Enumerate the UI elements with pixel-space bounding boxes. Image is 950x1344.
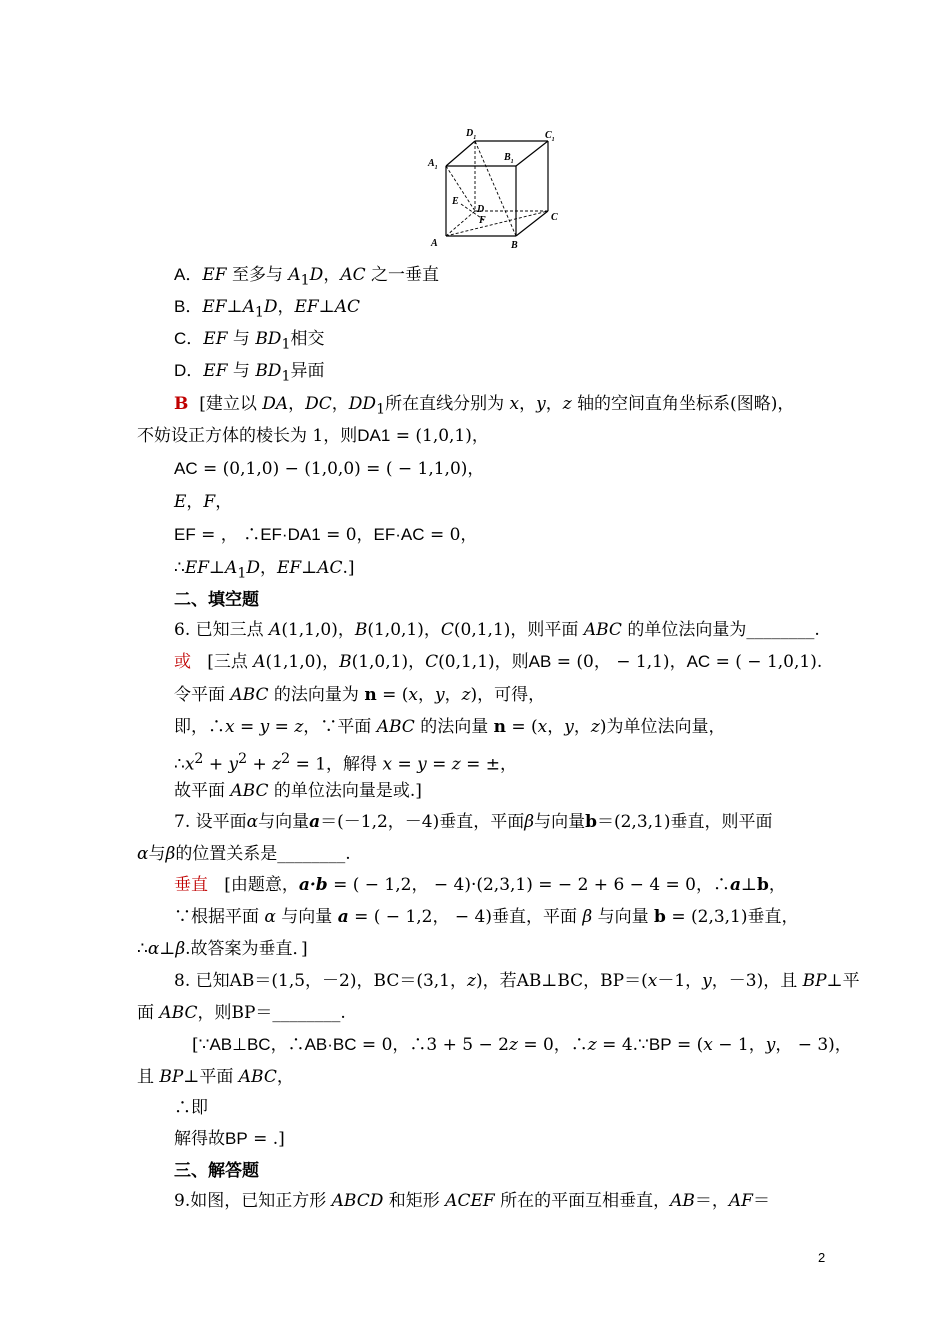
q8-solution-line4: 解得故BP = .] <box>174 1129 285 1149</box>
q5-solution-line3: AC = (0,1,0) − (1,0,0) = ( − 1,1,0)， <box>174 459 485 479</box>
option-a: A．EF 至多与 $A_1D$，AC 之一垂直 <box>174 265 440 289</box>
label-E: E <box>452 196 459 207</box>
edge-A-D <box>446 211 475 236</box>
label-B1: $B_1$ <box>504 152 514 165</box>
q8-solution-line3: ∴即 <box>174 1098 208 1118</box>
q7-solution-line1: 垂直 [由题意，a·b = ( − 1,2， − 4)·(2,3,1) = − 2 + 6 − 4 = 0，∴a⊥b， <box>174 875 786 895</box>
page-number: 2 <box>818 1250 826 1265</box>
label-C1: $C_1$ <box>545 130 555 143</box>
label-A: A <box>431 238 438 249</box>
diag-A1-D <box>446 166 475 211</box>
q6-solution-line3: 即，∴x = y = z，∵平面 ABC 的法向量 n = (x，y，z)为单位法向量， <box>174 717 726 737</box>
q7-solution-line2: ∵根据平面 α 与向量 a = ( − 1,2， − 4)垂直，平面 β 与向量 b = (2,3,1)垂直， <box>174 907 799 927</box>
q7-stem-line1: 7. 设平面α与向量a＝(－1,2，－4)垂直，平面β与向量b＝(2,3,1)垂直，则平面 <box>174 812 773 832</box>
section-answer-heading: 三、解答题 <box>174 1161 259 1181</box>
edge-B-C <box>516 211 548 236</box>
label-D: D <box>477 204 485 215</box>
edge-B1-C1 <box>516 141 548 166</box>
q8-solution-line2: 且 BP⊥平面 ABC， <box>137 1067 294 1087</box>
q8-stem-line1: 8. 已知AB＝(1,5，－2)，BC＝(3,1，z)，若AB⊥BC，BP＝(x－1，y，－3)，且 BP⊥平 <box>174 971 860 991</box>
q7-solution-line3: ∴α⊥β.故答案为垂直．] <box>137 939 308 959</box>
q6-solution-line1: 或 [三点 A(1,1,0)，B(1,0,1)，C(0,1,1)，则AB = (0， − 1,1)，AC = ( − 1,0,1). <box>174 652 823 672</box>
label-B: B <box>511 240 518 251</box>
option-c: C．EF 与 $BD_1$相交 <box>174 329 325 353</box>
label-D1: $D_1$ <box>466 128 477 141</box>
label-F: F <box>479 215 486 226</box>
q8-stem-line2: 面 ABC，则BP＝________. <box>137 1003 346 1023</box>
q5-solution-line6: $\therefore EF\perp A_1D$，EF⊥AC.] <box>174 558 355 582</box>
q5-solution-line5: EF = ， ∴EF·DA1 = 0，EF·AC = 0， <box>174 525 478 545</box>
option-b: B．$EF\perp A_1D$，EF⊥AC <box>174 297 361 321</box>
label-A1: $A_1$ <box>428 158 438 171</box>
q6-answer: 或 <box>174 652 191 672</box>
q8-solution-line1: [∵AB⊥BC，∴AB·BC = 0，∴3 + 5 − 2z = 0，∴z = 4.∵BP = (x − 1，y， − 3)， <box>192 1035 852 1055</box>
q7-stem-line2: α与β的位置关系是________. <box>137 844 351 864</box>
option-d: D．EF 与 $BD_1$异面 <box>174 361 325 385</box>
q6-stem: 6. 已知三点 A(1,1,0)，B(1,0,1)，C(0,1,1)，则平面 ABC 的单位法向量为________. <box>174 620 820 640</box>
label-C: C <box>551 212 558 223</box>
q6-solution-line5: 故平面 ABC 的单位法向量是或.] <box>174 781 422 801</box>
edge-A1-D1 <box>446 141 475 166</box>
q6-solution-line2: 令平面 ABC 的法向量为 n = (x，y，z)，可得， <box>174 685 546 705</box>
q5-solution-line1: B [建立以 DA，DC，$DD_1$所在直线分别为 x，y，z 轴的空间直角坐标系(图略)， <box>174 394 795 418</box>
q5-solution-line2: 不妨设正方体的棱长为 1，则DA1 = (1,0,1)， <box>137 426 489 446</box>
q9-stem: 9.如图，已知正方形 ABCD 和矩形 ACEF 所在的平面互相垂直，AB＝，AF＝ <box>174 1191 770 1211</box>
section-fill-in-heading: 二、填空题 <box>174 590 259 610</box>
cube-figure <box>418 124 568 254</box>
q6-solution-line4: $\therefore x^2 + y^2 + z^2 = 1$，解得 x = y = z = ±， <box>174 751 518 775</box>
q7-answer: 垂直 <box>174 875 208 895</box>
q5-answer: B <box>174 394 189 414</box>
q5-solution-line4: E，F， <box>174 492 233 512</box>
